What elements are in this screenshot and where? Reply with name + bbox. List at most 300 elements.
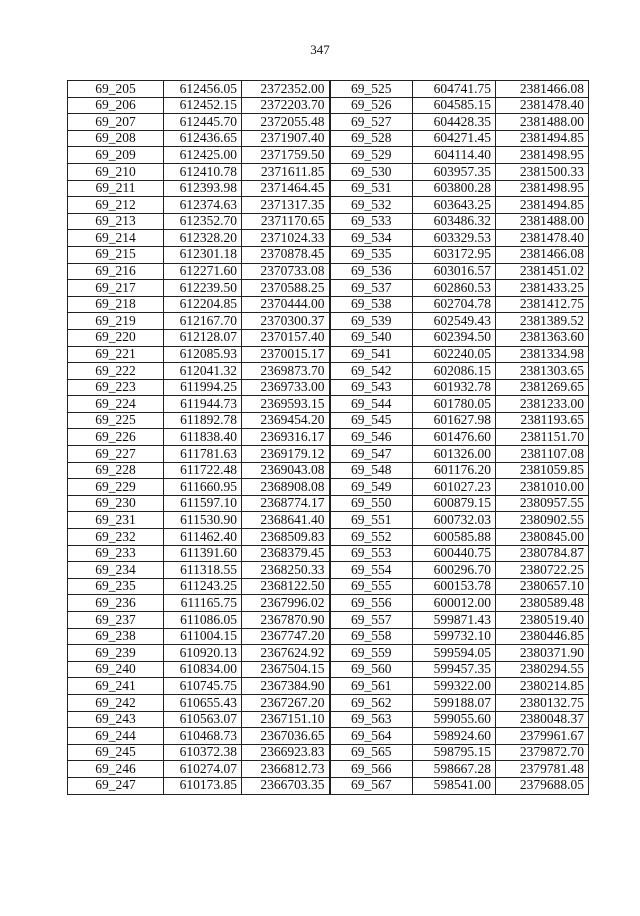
y-right-cell: 2381488.00 (496, 213, 589, 230)
table-row (68, 645, 589, 662)
y-left-cell: 2367996.02 (242, 595, 330, 612)
table-row (68, 396, 589, 413)
table-row (68, 595, 589, 612)
y-right-cell: 2381451.02 (496, 263, 589, 280)
y-left-cell: 2370733.08 (242, 263, 330, 280)
y-right-cell: 2381059.85 (496, 462, 589, 479)
x-left-cell: 610468.73 (164, 728, 242, 745)
table-row (68, 761, 589, 778)
x-left-cell: 610563.07 (164, 711, 242, 728)
point-id-right-cell: 69_547 (330, 446, 413, 463)
x-right-cell: 602394.50 (413, 329, 496, 346)
point-id-left-cell: 69_237 (68, 612, 164, 629)
x-left-cell: 612352.70 (164, 213, 242, 230)
x-right-cell: 601780.05 (413, 396, 496, 413)
table-row (68, 446, 589, 463)
x-left-cell: 612328.20 (164, 230, 242, 247)
y-right-cell: 2381010.00 (496, 479, 589, 496)
table-row (68, 412, 589, 429)
point-id-right-cell: 69_550 (330, 495, 413, 512)
y-left-cell: 2369043.08 (242, 462, 330, 479)
x-left-cell: 611165.75 (164, 595, 242, 612)
x-right-cell: 603329.53 (413, 230, 496, 247)
y-right-cell: 2381269.65 (496, 379, 589, 396)
table-row (68, 379, 589, 396)
point-id-right-cell: 69_539 (330, 313, 413, 330)
point-id-right-cell: 69_543 (330, 379, 413, 396)
table-row (68, 147, 589, 164)
x-right-cell: 600585.88 (413, 529, 496, 546)
y-right-cell: 2381389.52 (496, 313, 589, 330)
y-left-cell: 2371024.33 (242, 230, 330, 247)
point-id-right-cell: 69_536 (330, 263, 413, 280)
y-right-cell: 2380589.48 (496, 595, 589, 612)
table-row (68, 313, 589, 330)
point-id-right-cell: 69_557 (330, 612, 413, 629)
x-left-cell: 611660.95 (164, 479, 242, 496)
x-right-cell: 603172.95 (413, 246, 496, 263)
table-row (68, 163, 589, 180)
table-row (68, 777, 589, 794)
point-id-right-cell: 69_542 (330, 363, 413, 380)
x-right-cell: 603643.25 (413, 197, 496, 214)
point-id-left-cell: 69_243 (68, 711, 164, 728)
point-id-left-cell: 69_245 (68, 744, 164, 761)
point-id-left-cell: 69_225 (68, 412, 164, 429)
y-right-cell: 2381498.95 (496, 180, 589, 197)
y-right-cell: 2380132.75 (496, 694, 589, 711)
x-right-cell: 600732.03 (413, 512, 496, 529)
point-id-right-cell: 69_533 (330, 213, 413, 230)
point-id-right-cell: 69_531 (330, 180, 413, 197)
y-right-cell: 2381363.60 (496, 329, 589, 346)
y-left-cell: 2371907.40 (242, 130, 330, 147)
x-right-cell: 600153.78 (413, 578, 496, 595)
x-left-cell: 610655.43 (164, 694, 242, 711)
x-left-cell: 612271.60 (164, 263, 242, 280)
point-id-left-cell: 69_223 (68, 379, 164, 396)
point-id-left-cell: 69_210 (68, 163, 164, 180)
y-right-cell: 2380902.55 (496, 512, 589, 529)
x-left-cell: 612128.07 (164, 329, 242, 346)
table-row (68, 628, 589, 645)
x-left-cell: 612445.70 (164, 114, 242, 131)
x-left-cell: 610745.75 (164, 678, 242, 695)
x-right-cell: 600296.70 (413, 562, 496, 579)
x-right-cell: 604585.15 (413, 97, 496, 114)
x-right-cell: 603957.35 (413, 163, 496, 180)
x-left-cell: 611086.05 (164, 612, 242, 629)
point-id-right-cell: 69_541 (330, 346, 413, 363)
table-row (68, 213, 589, 230)
x-right-cell: 601027.23 (413, 479, 496, 496)
y-left-cell: 2372055.48 (242, 114, 330, 131)
point-id-left-cell: 69_236 (68, 595, 164, 612)
point-id-left-cell: 69_233 (68, 545, 164, 562)
table-row (68, 661, 589, 678)
x-right-cell: 601627.98 (413, 412, 496, 429)
y-left-cell: 2367267.20 (242, 694, 330, 711)
y-left-cell: 2369593.15 (242, 396, 330, 413)
x-right-cell: 599594.05 (413, 645, 496, 662)
table-row (68, 246, 589, 263)
x-right-cell: 602704.78 (413, 296, 496, 313)
y-left-cell: 2368509.83 (242, 529, 330, 546)
point-id-right-cell: 69_552 (330, 529, 413, 546)
x-left-cell: 611944.73 (164, 396, 242, 413)
table-row (68, 612, 589, 629)
y-right-cell: 2381494.85 (496, 197, 589, 214)
y-right-cell: 2381466.08 (496, 246, 589, 263)
x-left-cell: 611530.90 (164, 512, 242, 529)
y-right-cell: 2381500.33 (496, 163, 589, 180)
table-row (68, 180, 589, 197)
point-id-left-cell: 69_221 (68, 346, 164, 363)
table-row (68, 114, 589, 131)
x-right-cell: 601326.00 (413, 446, 496, 463)
x-right-cell: 600440.75 (413, 545, 496, 562)
y-left-cell: 2372352.00 (242, 81, 330, 98)
y-right-cell: 2381107.08 (496, 446, 589, 463)
y-right-cell: 2379688.05 (496, 777, 589, 794)
point-id-left-cell: 69_247 (68, 777, 164, 794)
y-left-cell: 2367624.92 (242, 645, 330, 662)
y-right-cell: 2380957.55 (496, 495, 589, 512)
point-id-right-cell: 69_551 (330, 512, 413, 529)
point-id-left-cell: 69_211 (68, 180, 164, 197)
table-row (68, 495, 589, 512)
point-id-right-cell: 69_566 (330, 761, 413, 778)
x-left-cell: 612393.98 (164, 180, 242, 197)
point-id-left-cell: 69_218 (68, 296, 164, 313)
x-left-cell: 612167.70 (164, 313, 242, 330)
point-id-left-cell: 69_241 (68, 678, 164, 695)
x-left-cell: 611597.10 (164, 495, 242, 512)
point-id-left-cell: 69_205 (68, 81, 164, 98)
y-left-cell: 2369454.20 (242, 412, 330, 429)
point-id-left-cell: 69_206 (68, 97, 164, 114)
x-right-cell: 602860.53 (413, 280, 496, 297)
table-row (68, 363, 589, 380)
point-id-left-cell: 69_217 (68, 280, 164, 297)
x-left-cell: 611838.40 (164, 429, 242, 446)
table-row (68, 81, 589, 98)
x-right-cell: 604271.45 (413, 130, 496, 147)
point-id-left-cell: 69_215 (68, 246, 164, 263)
point-id-right-cell: 69_548 (330, 462, 413, 479)
y-right-cell: 2380214.85 (496, 678, 589, 695)
x-left-cell: 611462.40 (164, 529, 242, 546)
y-right-cell: 2381334.98 (496, 346, 589, 363)
x-right-cell: 604741.75 (413, 81, 496, 98)
point-id-left-cell: 69_238 (68, 628, 164, 645)
x-right-cell: 599322.00 (413, 678, 496, 695)
point-id-left-cell: 69_214 (68, 230, 164, 247)
point-id-left-cell: 69_207 (68, 114, 164, 131)
y-left-cell: 2371317.35 (242, 197, 330, 214)
point-id-left-cell: 69_239 (68, 645, 164, 662)
x-left-cell: 611243.25 (164, 578, 242, 595)
x-right-cell: 599457.35 (413, 661, 496, 678)
point-id-left-cell: 69_216 (68, 263, 164, 280)
y-right-cell: 2380657.10 (496, 578, 589, 595)
x-left-cell: 612410.78 (164, 163, 242, 180)
table-row (68, 97, 589, 114)
table-row (68, 462, 589, 479)
point-id-right-cell: 69_565 (330, 744, 413, 761)
y-left-cell: 2366923.83 (242, 744, 330, 761)
y-right-cell: 2379781.48 (496, 761, 589, 778)
point-id-left-cell: 69_234 (68, 562, 164, 579)
y-right-cell: 2380048.37 (496, 711, 589, 728)
point-id-right-cell: 69_530 (330, 163, 413, 180)
y-left-cell: 2371759.50 (242, 147, 330, 164)
point-id-right-cell: 69_537 (330, 280, 413, 297)
y-left-cell: 2367504.15 (242, 661, 330, 678)
y-left-cell: 2371170.65 (242, 213, 330, 230)
table-row (68, 545, 589, 562)
point-id-left-cell: 69_213 (68, 213, 164, 230)
x-right-cell: 604114.40 (413, 147, 496, 164)
point-id-left-cell: 69_230 (68, 495, 164, 512)
point-id-right-cell: 69_525 (330, 81, 413, 98)
point-id-right-cell: 69_527 (330, 114, 413, 131)
y-right-cell: 2381498.95 (496, 147, 589, 164)
y-left-cell: 2369316.17 (242, 429, 330, 446)
y-left-cell: 2372203.70 (242, 97, 330, 114)
point-id-right-cell: 69_538 (330, 296, 413, 313)
y-left-cell: 2367384.90 (242, 678, 330, 695)
x-right-cell: 599055.60 (413, 711, 496, 728)
y-right-cell: 2379961.67 (496, 728, 589, 745)
x-left-cell: 611004.15 (164, 628, 242, 645)
y-left-cell: 2368122.50 (242, 578, 330, 595)
point-id-left-cell: 69_244 (68, 728, 164, 745)
y-right-cell: 2380371.90 (496, 645, 589, 662)
point-id-right-cell: 69_564 (330, 728, 413, 745)
y-right-cell: 2381478.40 (496, 97, 589, 114)
x-left-cell: 612425.00 (164, 147, 242, 164)
table-row (68, 296, 589, 313)
x-left-cell: 612085.93 (164, 346, 242, 363)
x-left-cell: 610372.38 (164, 744, 242, 761)
point-id-right-cell: 69_558 (330, 628, 413, 645)
y-right-cell: 2380446.85 (496, 628, 589, 645)
y-left-cell: 2370444.00 (242, 296, 330, 313)
y-left-cell: 2368641.40 (242, 512, 330, 529)
y-left-cell: 2368379.45 (242, 545, 330, 562)
point-id-left-cell: 69_219 (68, 313, 164, 330)
point-id-right-cell: 69_544 (330, 396, 413, 413)
table-row (68, 529, 589, 546)
y-left-cell: 2370300.37 (242, 313, 330, 330)
y-right-cell: 2381412.75 (496, 296, 589, 313)
point-id-left-cell: 69_224 (68, 396, 164, 413)
x-left-cell: 610834.00 (164, 661, 242, 678)
y-right-cell: 2381494.85 (496, 130, 589, 147)
table-row (68, 479, 589, 496)
y-left-cell: 2370878.45 (242, 246, 330, 263)
point-id-right-cell: 69_545 (330, 412, 413, 429)
point-id-right-cell: 69_562 (330, 694, 413, 711)
table-row (68, 197, 589, 214)
y-left-cell: 2370588.25 (242, 280, 330, 297)
y-right-cell: 2381488.00 (496, 114, 589, 131)
x-right-cell: 603016.57 (413, 263, 496, 280)
point-id-left-cell: 69_226 (68, 429, 164, 446)
x-left-cell: 612452.15 (164, 97, 242, 114)
x-left-cell: 612456.05 (164, 81, 242, 98)
table-row (68, 578, 589, 595)
point-id-right-cell: 69_532 (330, 197, 413, 214)
y-right-cell: 2381433.25 (496, 280, 589, 297)
coordinates-table (67, 80, 589, 795)
x-right-cell: 600012.00 (413, 595, 496, 612)
x-left-cell: 611892.78 (164, 412, 242, 429)
x-left-cell: 612301.18 (164, 246, 242, 263)
x-left-cell: 610920.13 (164, 645, 242, 662)
x-left-cell: 611994.25 (164, 379, 242, 396)
point-id-left-cell: 69_208 (68, 130, 164, 147)
x-right-cell: 600879.15 (413, 495, 496, 512)
x-left-cell: 611391.60 (164, 545, 242, 562)
table-row (68, 346, 589, 363)
point-id-left-cell: 69_242 (68, 694, 164, 711)
y-right-cell: 2381193.65 (496, 412, 589, 429)
table-row (68, 263, 589, 280)
point-id-right-cell: 69_528 (330, 130, 413, 147)
x-left-cell: 612436.65 (164, 130, 242, 147)
x-left-cell: 612239.50 (164, 280, 242, 297)
x-left-cell: 610274.07 (164, 761, 242, 778)
y-right-cell: 2381478.40 (496, 230, 589, 247)
point-id-left-cell: 69_222 (68, 363, 164, 380)
point-id-right-cell: 69_559 (330, 645, 413, 662)
x-right-cell: 598667.28 (413, 761, 496, 778)
x-right-cell: 601176.20 (413, 462, 496, 479)
x-right-cell: 601932.78 (413, 379, 496, 396)
y-left-cell: 2370157.40 (242, 329, 330, 346)
table-row (68, 429, 589, 446)
y-left-cell: 2371611.85 (242, 163, 330, 180)
x-right-cell: 598924.60 (413, 728, 496, 745)
y-right-cell: 2381466.08 (496, 81, 589, 98)
table-row (68, 711, 589, 728)
y-left-cell: 2367151.10 (242, 711, 330, 728)
x-right-cell: 602549.43 (413, 313, 496, 330)
point-id-left-cell: 69_240 (68, 661, 164, 678)
x-right-cell: 598795.15 (413, 744, 496, 761)
point-id-left-cell: 69_209 (68, 147, 164, 164)
x-right-cell: 599732.10 (413, 628, 496, 645)
page-number: 347 (310, 42, 330, 57)
point-id-right-cell: 69_560 (330, 661, 413, 678)
x-right-cell: 599871.43 (413, 612, 496, 629)
y-left-cell: 2369873.70 (242, 363, 330, 380)
y-right-cell: 2381303.65 (496, 363, 589, 380)
point-id-right-cell: 69_526 (330, 97, 413, 114)
y-right-cell: 2379872.70 (496, 744, 589, 761)
y-left-cell: 2366703.35 (242, 777, 330, 794)
x-right-cell: 602086.15 (413, 363, 496, 380)
point-id-right-cell: 69_554 (330, 562, 413, 579)
point-id-left-cell: 69_227 (68, 446, 164, 463)
y-left-cell: 2367747.20 (242, 628, 330, 645)
table-row (68, 728, 589, 745)
table-row (68, 280, 589, 297)
y-left-cell: 2369733.00 (242, 379, 330, 396)
y-left-cell: 2371464.45 (242, 180, 330, 197)
point-id-right-cell: 69_561 (330, 678, 413, 695)
table-row (68, 512, 589, 529)
point-id-left-cell: 69_232 (68, 529, 164, 546)
coordinates-table-body (68, 81, 589, 795)
point-id-right-cell: 69_563 (330, 711, 413, 728)
y-left-cell: 2368774.17 (242, 495, 330, 512)
x-left-cell: 612041.32 (164, 363, 242, 380)
y-right-cell: 2380845.00 (496, 529, 589, 546)
x-right-cell: 603486.32 (413, 213, 496, 230)
point-id-left-cell: 69_231 (68, 512, 164, 529)
y-right-cell: 2380784.87 (496, 545, 589, 562)
y-right-cell: 2380519.40 (496, 612, 589, 629)
table-row (68, 744, 589, 761)
x-right-cell: 599188.07 (413, 694, 496, 711)
table-row (68, 130, 589, 147)
table-row (68, 694, 589, 711)
point-id-right-cell: 69_534 (330, 230, 413, 247)
point-id-right-cell: 69_556 (330, 595, 413, 612)
y-left-cell: 2367036.65 (242, 728, 330, 745)
point-id-right-cell: 69_567 (330, 777, 413, 794)
table-row (68, 329, 589, 346)
x-left-cell: 611722.48 (164, 462, 242, 479)
point-id-right-cell: 69_540 (330, 329, 413, 346)
point-id-left-cell: 69_212 (68, 197, 164, 214)
x-right-cell: 604428.35 (413, 114, 496, 131)
x-left-cell: 612374.63 (164, 197, 242, 214)
x-left-cell: 611781.63 (164, 446, 242, 463)
table-row (68, 230, 589, 247)
point-id-right-cell: 69_529 (330, 147, 413, 164)
point-id-right-cell: 69_535 (330, 246, 413, 263)
x-left-cell: 612204.85 (164, 296, 242, 313)
x-right-cell: 602240.05 (413, 346, 496, 363)
point-id-right-cell: 69_546 (330, 429, 413, 446)
x-left-cell: 610173.85 (164, 777, 242, 794)
y-right-cell: 2381233.00 (496, 396, 589, 413)
y-left-cell: 2368250.33 (242, 562, 330, 579)
point-id-left-cell: 69_220 (68, 329, 164, 346)
point-id-right-cell: 69_555 (330, 578, 413, 595)
x-right-cell: 601476.60 (413, 429, 496, 446)
x-right-cell: 603800.28 (413, 180, 496, 197)
x-right-cell: 598541.00 (413, 777, 496, 794)
point-id-right-cell: 69_549 (330, 479, 413, 496)
point-id-left-cell: 69_228 (68, 462, 164, 479)
y-left-cell: 2366812.73 (242, 761, 330, 778)
y-left-cell: 2369179.12 (242, 446, 330, 463)
table-row (68, 678, 589, 695)
point-id-left-cell: 69_235 (68, 578, 164, 595)
y-left-cell: 2367870.90 (242, 612, 330, 629)
y-left-cell: 2370015.17 (242, 346, 330, 363)
table-row (68, 562, 589, 579)
x-left-cell: 611318.55 (164, 562, 242, 579)
point-id-right-cell: 69_553 (330, 545, 413, 562)
y-right-cell: 2381151.70 (496, 429, 589, 446)
point-id-left-cell: 69_246 (68, 761, 164, 778)
